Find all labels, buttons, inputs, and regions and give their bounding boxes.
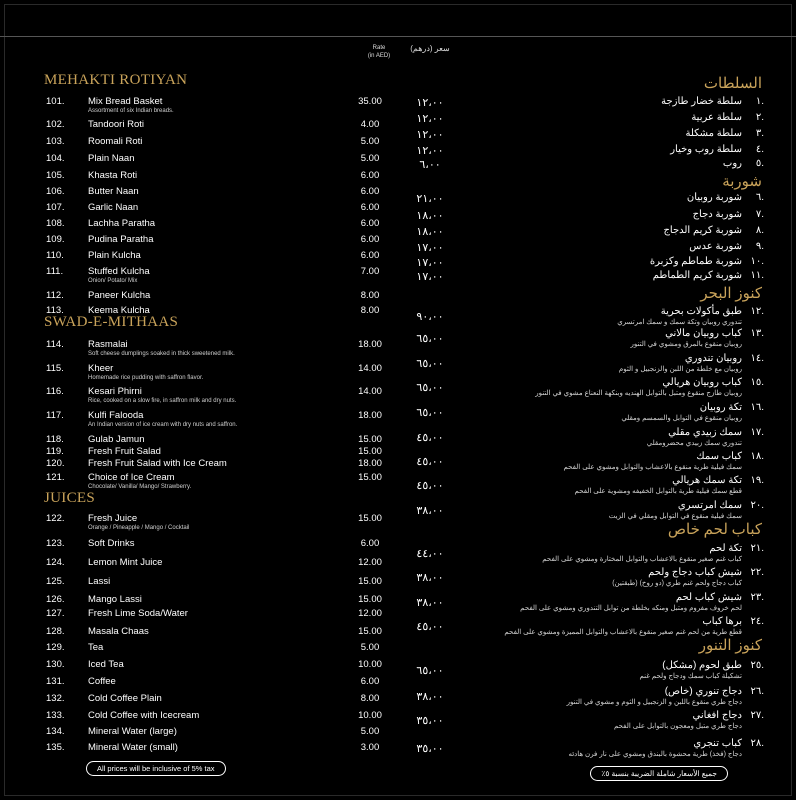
- item-description: Homemade rice pudding with saffron flavor.: [88, 375, 204, 381]
- item-description: Soft cheese dumplings soaked in thick sweetened milk.: [88, 351, 235, 357]
- item-price: ٩٠،٠٠: [416, 311, 444, 323]
- tax-note: All prices will be inclusive of 5% tax: [86, 761, 226, 776]
- item-description: تندوري روبيان وتكة سمك و سمك امرتسري: [617, 319, 742, 326]
- item-number: 108.: [46, 218, 65, 229]
- item-description: روبيان طازج منقوع ومتبل بالتوابل الهنديه وبنكهة النعناع مشوي في التنور: [535, 390, 742, 397]
- item-price: 18.00: [358, 458, 382, 469]
- item-price: ٦٥،٠٠: [416, 665, 444, 677]
- section-title-arabic: كباب لحم خاص: [667, 522, 762, 538]
- item-price: 4.00: [360, 119, 380, 130]
- item-name: كباب روبيان هريالي: [662, 377, 742, 388]
- item-name: Garlic Naan: [88, 202, 139, 213]
- item-number: .١٤: [750, 353, 764, 364]
- item-price: 14.00: [358, 363, 382, 374]
- item-name: Fresh Lime Soda/Water: [88, 608, 188, 619]
- item-name: Choice of Ice Cream: [88, 472, 175, 483]
- item-price: ١٧،٠٠: [416, 271, 444, 283]
- item-description: دجاج طري منقوع باللبن و الزنجبيل و الثوم و مشوي في التنور: [566, 699, 742, 706]
- item-number: 117.: [46, 410, 64, 421]
- item-number: .١٦: [750, 402, 764, 413]
- section-title-arabic: كنوز البحر: [700, 286, 762, 302]
- item-description: Onion/ Potato/ Mix: [88, 278, 138, 284]
- item-number: .٢١: [750, 543, 764, 554]
- item-name: Plain Naan: [88, 153, 135, 164]
- item-name: Lemon Mint Juice: [88, 557, 163, 568]
- item-name: Mix Bread Basket: [88, 96, 163, 107]
- item-number: 131.: [46, 676, 65, 687]
- item-number: 114.: [46, 339, 64, 350]
- item-description: دجاج (فخذ) طرية محشوة بالبندق ومشوي على نار فرن هادئه: [568, 751, 742, 758]
- item-name: سلطة روب وخيار: [670, 144, 742, 155]
- item-number: 104.: [46, 153, 65, 164]
- item-price: ٦،٠٠: [419, 159, 441, 171]
- item-price: ٣٨،٠٠: [416, 597, 444, 609]
- item-number: .١٠: [750, 256, 764, 267]
- item-name: طبق مأكولات بحرية: [660, 306, 742, 317]
- item-number: .٢٢: [750, 567, 764, 578]
- item-price: 5.00: [360, 136, 380, 147]
- item-price: ٤٥،٠٠: [416, 480, 444, 492]
- item-name: Kheer: [88, 363, 114, 374]
- item-price: 6.00: [360, 538, 380, 549]
- item-price: 7.00: [360, 266, 380, 277]
- item-number: .٨: [755, 225, 764, 236]
- item-description: دجاج طري متبل ومعجون بالتوابل على الفحم: [614, 723, 742, 730]
- item-name: روبيان تندوري: [684, 353, 742, 364]
- item-price: 6.00: [360, 676, 380, 687]
- item-price: ٤٥،٠٠: [416, 432, 444, 444]
- item-number: 122.: [46, 513, 65, 524]
- item-name: Lachha Paratha: [88, 218, 156, 229]
- item-price: 6.00: [360, 202, 380, 213]
- item-name: Mineral Water (small): [88, 742, 178, 753]
- item-name: Iced Tea: [88, 659, 124, 670]
- item-name: Plain Kulcha: [88, 250, 141, 261]
- item-price: ٢١،٠٠: [416, 193, 444, 205]
- item-name: Fresh Juice: [88, 513, 138, 524]
- item-number: .٧: [755, 209, 764, 220]
- item-price: 5.00: [360, 726, 380, 737]
- section-title-arabic: شوربة: [722, 174, 762, 190]
- item-name: شيش كباب لحم: [675, 592, 742, 603]
- item-name: Paneer Kulcha: [88, 290, 151, 301]
- item-price: 6.00: [360, 250, 380, 261]
- item-price: 6.00: [360, 170, 380, 181]
- item-number: 111.: [46, 266, 64, 277]
- item-price: ٣٥،٠٠: [416, 743, 444, 755]
- item-number: .٩: [755, 241, 764, 252]
- item-description: تندوري سمك زبيدي محضرومقلي: [646, 440, 742, 447]
- section-title: JUICES: [44, 490, 95, 506]
- item-number: 128.: [46, 626, 65, 637]
- item-name: سلطة عربية: [691, 112, 742, 123]
- section-title-arabic: كنوز التنور: [698, 638, 762, 654]
- item-name: Khasta Roti: [88, 170, 138, 181]
- section-title: SWAD-E-MITHAAS: [44, 314, 179, 330]
- item-name: Tandoori Roti: [88, 119, 144, 130]
- rate-header-arabic: سعر (درهم): [410, 44, 450, 53]
- item-price: ١٢،٠٠: [416, 113, 444, 125]
- item-description: سمك فيلية منقوع في التوابل ومقلي في الزيت: [608, 513, 742, 520]
- item-name: شوربة عدس: [689, 241, 742, 252]
- item-number: .٢٧: [750, 710, 764, 721]
- item-number: .١١: [750, 270, 764, 281]
- item-number: 105.: [46, 170, 65, 181]
- item-name: سلطة مشكلة: [685, 128, 742, 139]
- item-price: ٦٥،٠٠: [416, 358, 444, 370]
- item-number: 125.: [46, 576, 65, 587]
- item-price: 12.00: [358, 557, 382, 568]
- item-name: Cold Coffee with Icecream: [88, 710, 200, 721]
- item-description: روبيان مع خلطة من اللبن والزنجبيل و الثوم: [618, 366, 742, 373]
- item-number: 116.: [46, 386, 64, 397]
- item-name: Gulab Jamun: [88, 434, 145, 445]
- item-number: .١٥: [750, 377, 764, 388]
- item-price: 15.00: [358, 434, 382, 445]
- section-title: MEHAKTI ROTIYAN: [44, 72, 188, 88]
- item-name: دجاج افغاني: [692, 710, 742, 721]
- arabic-menu-column: [402, 0, 786, 800]
- item-name: Roomali Roti: [88, 136, 143, 147]
- item-price: 12.00: [358, 608, 382, 619]
- item-price: ٣٨،٠٠: [416, 505, 444, 517]
- item-price: ٦٥،٠٠: [416, 333, 444, 345]
- item-name: Kulfi Falooda: [88, 410, 144, 421]
- item-number: .١٨: [750, 451, 764, 462]
- item-name: سلطة خضار طازجة: [661, 96, 742, 107]
- item-number: 130.: [46, 659, 65, 670]
- item-description: Assortment of six Indian breads.: [88, 108, 174, 114]
- item-name: Fresh Fruit Salad with Ice Cream: [88, 458, 227, 469]
- item-name: شوربة كريم الدجاج: [663, 225, 742, 236]
- item-name: شوربة روبيان: [686, 192, 742, 203]
- tax-note-arabic: جميع الأسعار شاملة الضريبة بنسبة ٥٪: [590, 766, 728, 781]
- item-name: Rasmalai: [88, 339, 128, 350]
- item-number: .٢٠: [750, 500, 764, 511]
- item-description: روبيان منقوع بالمرق ومشوي في التنور: [630, 341, 742, 348]
- item-number: .٤: [755, 144, 764, 155]
- item-description: كباب دجاج ولحم غنم طري (دو روخ) (طبقتين): [612, 580, 742, 587]
- item-description: روبيان منقوع في التوابل والسمسم ومقلي: [621, 415, 742, 422]
- item-name: Mineral Water (large): [88, 726, 177, 737]
- item-number: 119.: [46, 446, 64, 457]
- item-price: ١٨،٠٠: [416, 210, 444, 222]
- item-name: تكة سمك هريالي: [672, 475, 742, 486]
- item-price: 15.00: [358, 472, 382, 483]
- item-price: 6.00: [360, 234, 380, 245]
- item-price: 5.00: [360, 642, 380, 653]
- item-name: شوربة دجاج: [692, 209, 742, 220]
- item-number: 134.: [46, 726, 65, 737]
- item-number: 109.: [46, 234, 65, 245]
- item-name: Soft Drinks: [88, 538, 135, 549]
- item-name: Tea: [88, 642, 104, 653]
- item-price: 15.00: [358, 626, 382, 637]
- item-price: ٦٥،٠٠: [416, 407, 444, 419]
- item-name: Coffee: [88, 676, 116, 687]
- item-name: سمك زبيدي مقلي: [668, 427, 742, 438]
- item-number: 124.: [46, 557, 65, 568]
- item-number: 106.: [46, 186, 65, 197]
- item-number: .٣: [755, 128, 764, 139]
- item-number: 107.: [46, 202, 65, 213]
- item-number: .٦: [755, 192, 764, 203]
- item-name: دجاج تنوري (خاص): [664, 686, 742, 697]
- item-price: 15.00: [358, 576, 382, 587]
- item-price: ٣٨،٠٠: [416, 572, 444, 584]
- item-number: .١٢: [750, 306, 764, 317]
- item-name: Lassi: [88, 576, 111, 587]
- item-name: Keema Kulcha: [88, 305, 150, 316]
- section-title-arabic: السلطات: [703, 76, 762, 92]
- item-number: 102.: [46, 119, 65, 130]
- item-price: 8.00: [360, 305, 380, 316]
- item-name: كباب تنجري: [693, 738, 742, 749]
- item-description: قطع طرية من لحم غنم صغير منقوع بالاعشاب والتوابل المميزة ومشوي على الفحم: [504, 629, 742, 636]
- item-description: Orange / Pineapple / Mango / Cocktail: [88, 525, 190, 531]
- item-number: 118.: [46, 434, 64, 445]
- item-number: 110.: [46, 250, 64, 261]
- item-price: 8.00: [360, 290, 380, 301]
- item-description: تشكيلة كباب سمك ودجاج ولحم غنم: [639, 673, 742, 680]
- item-number: 126.: [46, 594, 65, 605]
- item-price: ١٨،٠٠: [416, 226, 444, 238]
- item-description: سمك فيلية طرية منقوع بالاعشاب والتوابل ومشوي على الفحم: [563, 464, 742, 471]
- item-description: Chocolate/ Vanilla/ Mango/ Strawberry.: [88, 484, 192, 490]
- item-price: 10.00: [358, 659, 382, 670]
- item-price: 14.00: [358, 386, 382, 397]
- item-name: Cold Coffee Plain: [88, 693, 162, 704]
- item-name: طبق لحوم (مشكل): [662, 660, 742, 671]
- item-description: لحم خروف مفروم ومتبل ومنكه بخلطة من توابل التندوري ومشوي على الفحم: [520, 605, 742, 612]
- item-number: .٢٤: [750, 616, 764, 627]
- item-price: ١٧،٠٠: [416, 242, 444, 254]
- item-name: شوربة كريم الطماطم: [652, 270, 742, 281]
- item-name: تكة روبيان: [699, 402, 742, 413]
- item-number: .١٩: [750, 475, 764, 486]
- item-number: 129.: [46, 642, 65, 653]
- item-price: ١٧،٠٠: [416, 257, 444, 269]
- item-number: 127.: [46, 608, 65, 619]
- item-price: 3.00: [360, 742, 380, 753]
- item-number: .٢: [755, 112, 764, 123]
- item-number: .٥: [755, 158, 764, 169]
- item-price: ٣٥،٠٠: [416, 715, 444, 727]
- item-price: 18.00: [358, 339, 382, 350]
- item-number: 120.: [46, 458, 65, 469]
- item-price: 15.00: [358, 513, 382, 524]
- item-number: .١: [755, 96, 764, 107]
- item-name: تكة لحم: [709, 543, 742, 554]
- item-price: 10.00: [358, 710, 382, 721]
- item-price: 15.00: [358, 594, 382, 605]
- item-price: ١٢،٠٠: [416, 145, 444, 157]
- item-price: ٤٥،٠٠: [416, 621, 444, 633]
- rate-header: Rate (in AED): [367, 45, 391, 59]
- item-price: ١٢،٠٠: [416, 129, 444, 141]
- item-price: 18.00: [358, 410, 382, 421]
- item-number: .١٧: [750, 427, 764, 438]
- item-number: 133.: [46, 710, 65, 721]
- english-menu-column: [10, 0, 392, 800]
- item-name: كباب روبيان مالاني: [665, 328, 742, 339]
- item-name: Butter Naan: [88, 186, 139, 197]
- item-name: Kesari Phirni: [88, 386, 142, 397]
- item-name: برها كباب: [702, 616, 742, 627]
- item-price: ٦٥،٠٠: [416, 382, 444, 394]
- item-price: 35.00: [358, 96, 382, 107]
- item-name: Stuffed Kulcha: [88, 266, 150, 277]
- item-name: Fresh Fruit Salad: [88, 446, 161, 457]
- item-number: .٢٣: [750, 592, 764, 603]
- item-name: شيش كباب دجاج ولحم: [648, 567, 742, 578]
- item-number: 112.: [46, 290, 64, 301]
- item-price: 8.00: [360, 693, 380, 704]
- item-name: شوربة طماطم وكزبرة: [649, 256, 742, 267]
- item-description: قطع سمك فيلية طرية بالتوابل الخفيفه ومشوية على الفحم: [574, 488, 742, 495]
- item-price: ١٢،٠٠: [416, 97, 444, 109]
- item-name: كباب سمك: [696, 451, 742, 462]
- item-number: 101.: [46, 96, 65, 107]
- item-number: 132.: [46, 693, 65, 704]
- item-number: 113.: [46, 305, 64, 316]
- item-name: سمك امرتسري: [677, 500, 742, 511]
- item-name: Masala Chaas: [88, 626, 149, 637]
- item-number: 115.: [46, 363, 64, 374]
- item-description: An Indian version of ice cream with dry nuts and saffron.: [88, 422, 238, 428]
- item-description: كباب غنم صغير منقوع بالاعشاب والتوابل المختارة ومشوي على الفحم: [542, 556, 742, 563]
- item-name: Pudina Paratha: [88, 234, 154, 245]
- item-number: .٢٥: [750, 660, 764, 671]
- item-price: 6.00: [360, 218, 380, 229]
- item-description: Rice, cooked on a slow fire, in saffron milk and dry nuts.: [88, 398, 237, 404]
- item-name: Mango Lassi: [88, 594, 142, 605]
- item-name: روب: [722, 158, 742, 169]
- item-number: .٢٨: [750, 738, 764, 749]
- item-number: 121.: [46, 472, 65, 483]
- item-number: 135.: [46, 742, 65, 753]
- item-price: ٣٨،٠٠: [416, 691, 444, 703]
- item-price: ٤٤،٠٠: [416, 548, 444, 560]
- item-price: ٤٥،٠٠: [416, 456, 444, 468]
- item-price: 6.00: [360, 186, 380, 197]
- item-price: 5.00: [360, 153, 380, 164]
- item-number: 123.: [46, 538, 65, 549]
- item-number: .٢٦: [750, 686, 764, 697]
- item-number: 103.: [46, 136, 65, 147]
- item-price: 15.00: [358, 446, 382, 457]
- item-number: .١٣: [750, 328, 764, 339]
